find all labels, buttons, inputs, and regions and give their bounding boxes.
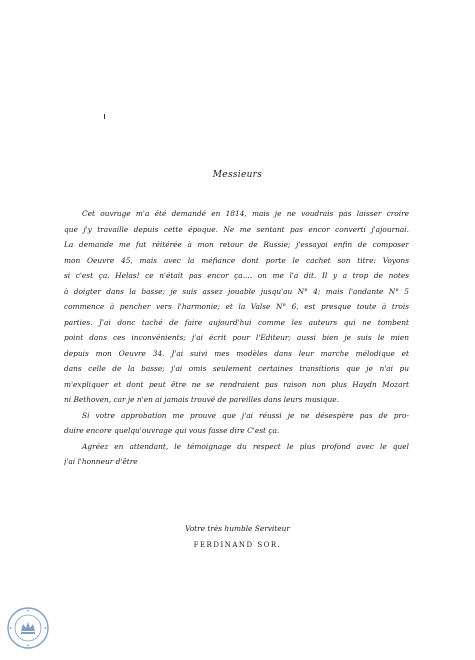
signature: FERDINAND SOR. [193, 541, 282, 549]
letter-line: j'ai l'honneur d'être [64, 457, 138, 466]
letter-line: à doigter dans la basse; je suis assez jouable jusqu'au N° 4; mais l'andante N° 5 [64, 286, 409, 296]
library-stamp-icon [6, 606, 50, 650]
letter-line: dans celle de la basse; j'ai omis seulement certaines transitions que je n'ai pu [64, 364, 409, 373]
letter-line: commence à pencher vers l'harmonie; et la Valse N° 6, est presque toute à trois [64, 302, 409, 311]
letter-line: La demande me fut réitérée à mon retour de Russie; j'essayai enfin de composer [64, 240, 409, 249]
closing-phrase: Votre très humble Serviteur [185, 524, 290, 533]
letter-line: ni Bethoven, car je n'en ai jamais trouvé de pareilles dans leurs musique. [64, 395, 339, 404]
letter-body [64, 206, 409, 470]
letter-line: m'expliquer et dont peut être ne se rendraient pas raison non plus Haydn Mozart [64, 379, 409, 389]
letter-line: parties. J'ai donc taché de faire aujourd'hui comme les auteurs qui ne tombent [64, 317, 409, 327]
letter-line: Cet ouvrage m'a été demandé en 1814, mais je ne voudrais pas laisser croire [82, 209, 409, 218]
letter-line: que j'y travaille depuis cette époque. Ne me sentant pas encor converti j'ajournai. [64, 224, 409, 234]
letter-line: depuis mon Oeuvre 34. J'ai suivi mes modèles dans leur marche mélodique et [64, 348, 409, 358]
letter-line: Si votre approbation me prouve que j'ai réussi je ne désespère pas de pro- [82, 410, 409, 420]
letter-line: point dans ces inconvénients; j'ai écrit pour l'Editeur; aussi bien je suis le mien [64, 333, 409, 342]
letter-line: mon Oeuvre 45, mais avec la méfiance dont porte le cachet son titre: Voyons [64, 255, 409, 265]
margin-mark [104, 114, 105, 119]
letter-line: duire encore quelqu'ouvrage qui vous fasse dire C'est ça. [64, 426, 280, 435]
salutation: Messieurs [212, 170, 263, 180]
letter-line: si c'est ça. Helas! ce n'était pas encor ça.... on me l'a dit. Il y a trop de notes [64, 271, 409, 280]
letter-line: Agréez en attendant, le témoignage du respect le plus profond avec le quel [82, 441, 409, 451]
closing-block [0, 520, 475, 554]
